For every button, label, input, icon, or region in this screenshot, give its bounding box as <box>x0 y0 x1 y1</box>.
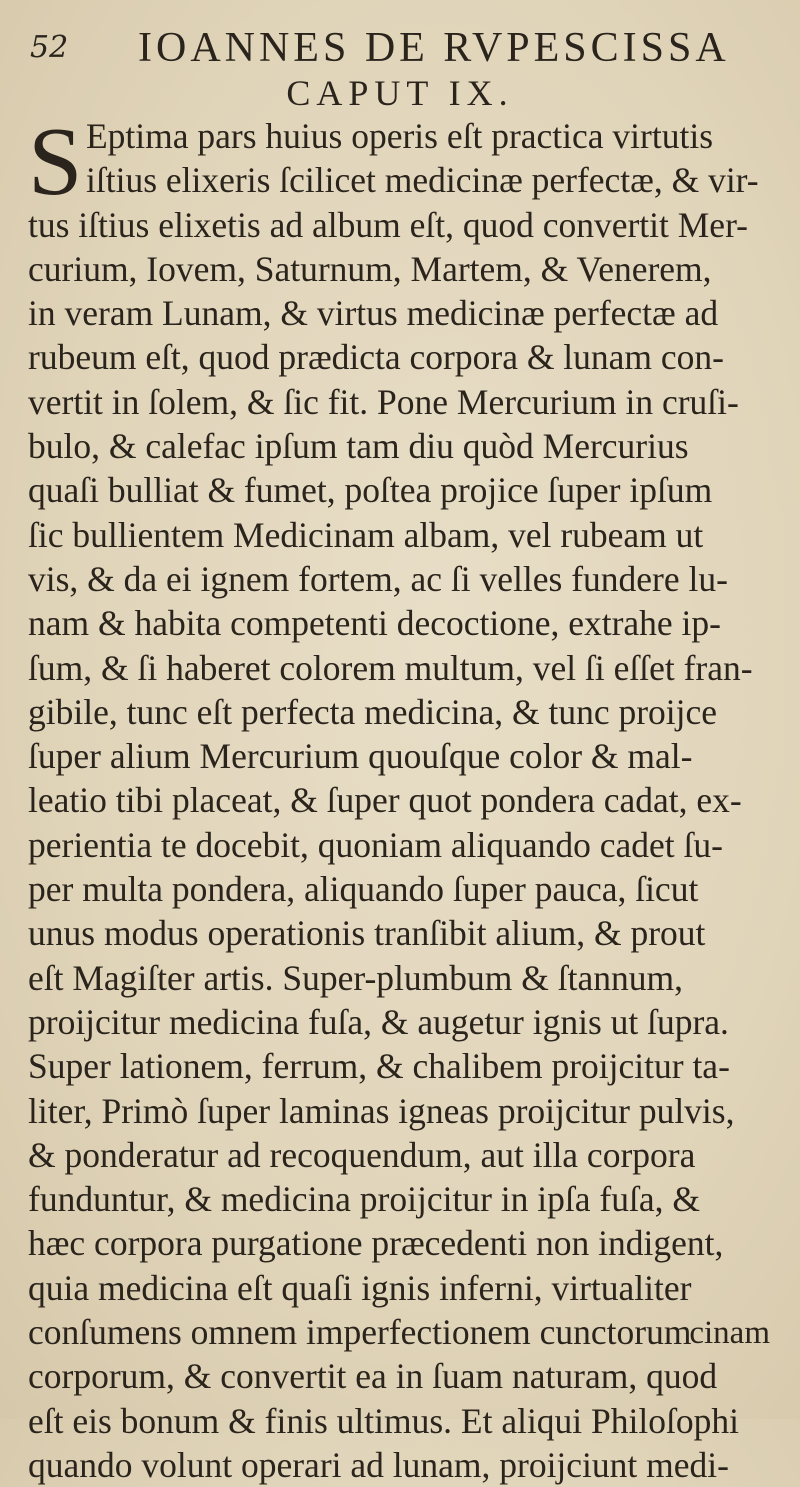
text-line: ſum, & ſi haberet colorem multum, vel ſi eſſet fran- <box>28 647 753 688</box>
text-line: conſumens omnem imperfectionem cunctorum <box>28 1312 692 1353</box>
text-line: Super lationem, ferrum, & chalibem proijcitur ta- <box>28 1046 730 1087</box>
text-line: per multa pondera, aliquando ſuper pauca, ſicut <box>28 869 699 910</box>
text-line: vertit in ſolem, & ſic fit. Pone Mercurium in cruſi- <box>28 381 739 422</box>
running-head: IOANNES DE RVPESCISSA <box>138 25 730 71</box>
text-line: quando volunt operari ad lunam, proijciunt medi- <box>28 1444 729 1485</box>
text-line: iſtius elixeris ſcilicet medicinæ perfectæ, & vir- <box>86 160 759 201</box>
text-line: nam & habita competenti decoctione, extrahe ip- <box>28 603 721 644</box>
text-line: ſic bullientem Medicinam albam, vel rubeam ut <box>28 514 704 555</box>
text-line: liter, Primò ſuper laminas igneas proijcitur pulvis, <box>28 1090 735 1131</box>
text-line: leatio tibi placeat, & ſuper quot pondera cadat, ex- <box>28 780 742 821</box>
text-line: unus modus operationis tranſibit alium, & prout <box>28 913 706 954</box>
body-text <box>28 108 776 1487</box>
text-line: quia medicina eſt quaſi ignis inferni, virtualiter <box>28 1267 692 1308</box>
page-number: 52 <box>30 30 69 65</box>
text-line: eſt eis bonum & finis ultimus. Et aliqui Philoſophi <box>28 1400 739 1441</box>
text-line: proijcitur medicina fuſa, & augetur ignis ut ſupra. <box>28 1001 729 1042</box>
text-line: curium, Iovem, Saturnum, Martem, & Venerem, <box>28 248 712 289</box>
text-line: quaſi bulliat & fumet, poſtea projice ſuper ipſum <box>28 470 713 511</box>
text-line: hæc corpora purgatione præcedenti non indigent, <box>28 1223 724 1264</box>
text-line: tus iſtius elixetis ad album eſt, quod convertit Mer- <box>28 204 749 245</box>
text-line: in veram Lunam, & virtus medicinæ perfectæ ad <box>28 293 719 334</box>
drop-capital: S <box>28 108 83 216</box>
text-line: gibile, tunc eſt perfecta medicina, & tunc proijce <box>28 691 718 732</box>
text-line: rubeum eſt, quod prædicta corpora & lunam con- <box>28 337 724 378</box>
chapter-heading: CAPUT IX. <box>286 73 514 113</box>
text-line: bulo, & calefac ipſum tam diu quòd Mercurius <box>28 426 689 467</box>
text-line: & ponderatur ad recoquendum, aut illa corpora <box>28 1134 696 1175</box>
text-line: corporum, & convertit ea in ſuam naturam, quod <box>28 1356 718 1397</box>
text-line: eſt Magiſter artis. Super-plumbum & ſtannum, <box>28 957 683 998</box>
text-line: funduntur, & medicina proijcitur in ipſa fuſa, & <box>28 1179 700 1220</box>
text-line: vis, & da ei ignem fortem, ac ſi velles fundere lu- <box>28 558 728 599</box>
text-line: Eptima pars huius operis eſt practica virtutis <box>86 116 714 156</box>
text-line: ſuper alium Mercurium quouſque color & mal- <box>28 736 693 777</box>
text-line: perientia te docebit, quoniam aliquando cadet ſu- <box>28 824 723 865</box>
page-header <box>30 20 770 70</box>
catchword: cinam <box>689 1315 770 1351</box>
